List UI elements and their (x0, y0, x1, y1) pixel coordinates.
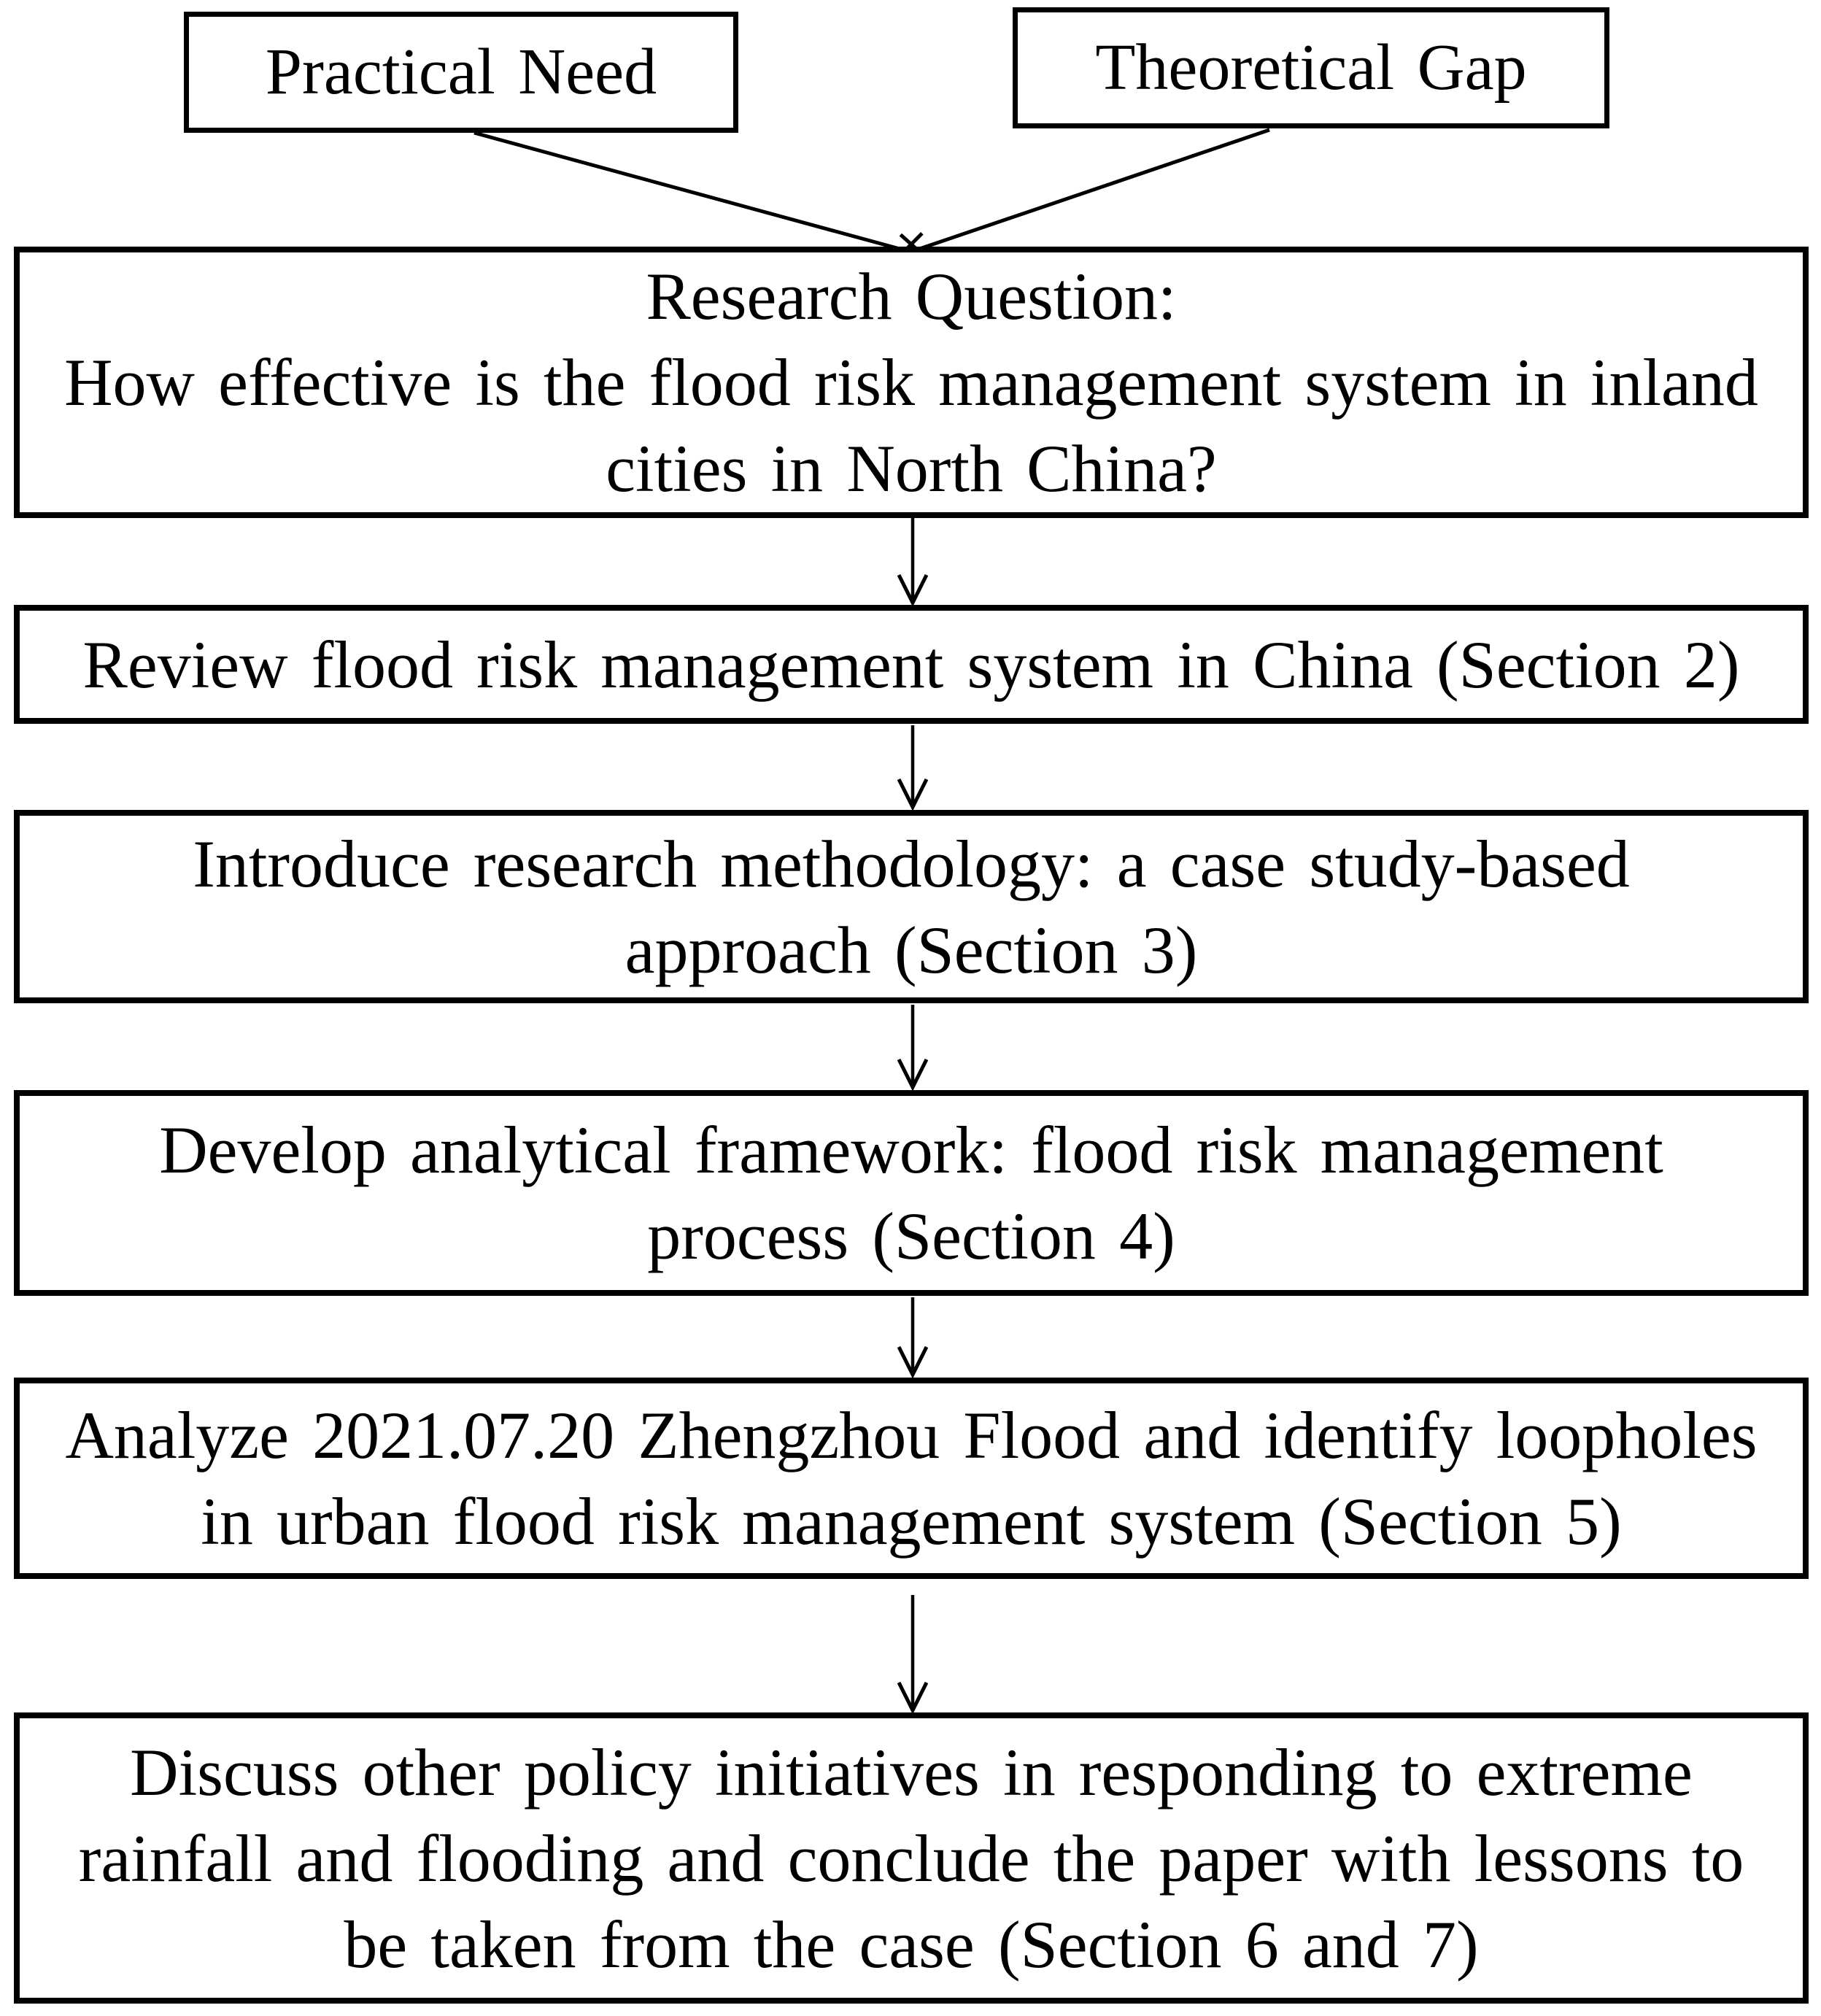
node-theoretical-gap (1013, 7, 1609, 128)
edge-theoretical-gap-to-research-question (900, 130, 1269, 255)
node-discuss-line-1: Discuss other policy initiatives in responding to extreme (130, 1734, 1693, 1810)
node-methodology-line-2: approach (Section 3) (625, 912, 1198, 987)
node-methodology-line-1: Introduce research methodology: a case study-based (193, 826, 1630, 901)
node-practical-need (184, 12, 738, 133)
node-discuss (14, 1712, 1809, 2004)
node-framework-line-1: Develop analytical framework: flood risk management (159, 1113, 1663, 1187)
node-research-question-line-2: How effective is the flood risk management system in inland (64, 345, 1758, 420)
node-methodology (14, 810, 1809, 1003)
node-review-line-1: Review flood risk management system in China (Section 2) (82, 627, 1740, 702)
node-analyze-line-2: in urban flood risk management system (Section 5) (201, 1484, 1622, 1559)
node-theoretical-gap-label: Theoretical Gap (1095, 31, 1527, 104)
edge-practical-need-to-research-question (474, 133, 924, 255)
node-research-question (14, 247, 1809, 518)
node-review (14, 605, 1809, 724)
node-discuss-line-2: rainfall and flooding and conclude the paper with lessons to (78, 1820, 1744, 1896)
node-discuss-line-3: be taken from the case (Section 6 and 7) (344, 1907, 1479, 1982)
node-research-question-line-1: Research Question: (646, 259, 1177, 333)
node-framework (14, 1090, 1809, 1296)
node-framework-line-2: process (Section 4) (647, 1199, 1175, 1273)
node-practical-need-label: Practical Need (265, 36, 657, 108)
node-research-question-line-3: cities in North China? (606, 431, 1217, 506)
node-analyze-line-1: Analyze 2021.07.20 Zhengzhou Flood and identify loopholes (65, 1398, 1758, 1472)
node-analyze (14, 1378, 1809, 1579)
